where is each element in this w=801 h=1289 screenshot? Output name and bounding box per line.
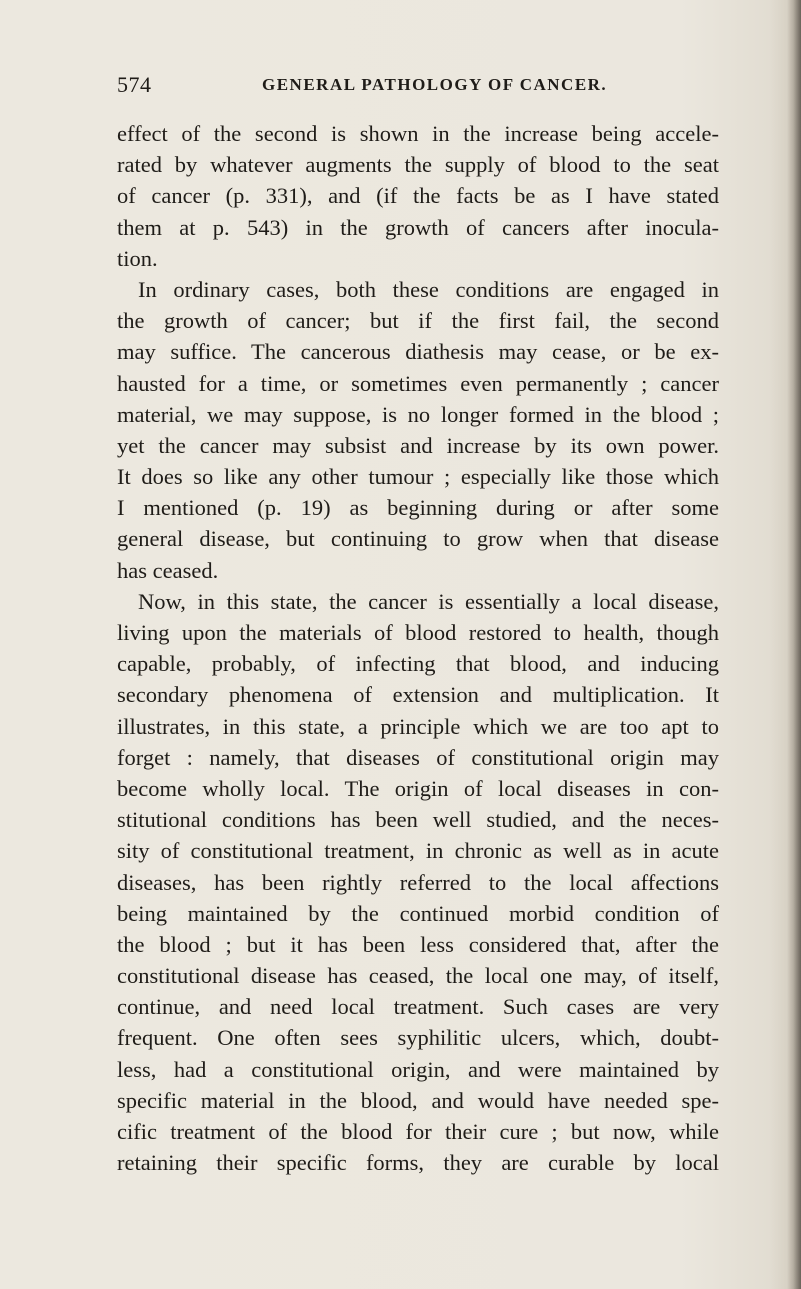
text-line: tion. [117, 245, 158, 271]
text-line: them at p. 543) in the growth of cancers after inocula- [117, 214, 719, 240]
page-edge-shadow [787, 0, 801, 1289]
text-line: cific treatment of the blood for their cure ; but now, while [117, 1119, 719, 1144]
text-line: secondary phenomena of extension and multiplication. It [117, 682, 719, 708]
text-line: forget : namely, that diseases of constitutional origin may [117, 744, 719, 770]
text-line: become wholly local. The origin of local diseases in con- [117, 775, 719, 801]
body-text [117, 118, 719, 1178]
text-line: the growth of cancer; but if the first fail, the second [117, 308, 719, 334]
text-line: the blood ; but it has been less considered that, after the [117, 931, 719, 957]
page-header [117, 72, 717, 102]
text-line: of cancer (p. 331), and (if the facts be as I have stated [117, 183, 719, 209]
text-line: In ordinary cases, both these conditions are engaged in [138, 276, 719, 302]
text-line: capable, probably, of infecting that blood, and inducing [117, 651, 719, 677]
text-line: effect of the second is shown in the increase being accele- [117, 121, 719, 146]
text-line: It does so like any other tumour ; especially like those which [117, 464, 719, 490]
text-line: less, had a constitutional origin, and were maintained by [117, 1056, 719, 1082]
text-line: illustrates, in this state, a principle which we are too apt to [117, 713, 719, 739]
text-line: hausted for a time, or sometimes even permanently ; cancer [117, 370, 719, 396]
text-line: diseases, has been rightly referred to the local affections [117, 869, 719, 895]
text-line: rated by whatever augments the supply of blood to the seat [117, 152, 719, 178]
text-line: Now, in this state, the cancer is essentially a local disease, [138, 588, 719, 614]
text-line: sity of constitutional treatment, in chronic as well as in acute [117, 838, 719, 864]
text-line: constitutional disease has ceased, the local one may, of itself, [117, 963, 719, 989]
text-line: being maintained by the continued morbid condition of [117, 900, 719, 926]
text-line: frequent. One often sees syphilitic ulcers, which, doubt- [117, 1025, 719, 1051]
text-line: retaining their specific forms, they are curable by local [117, 1150, 719, 1176]
text-line: living upon the materials of blood restored to health, though [117, 620, 719, 645]
text-line: I mentioned (p. 19) as beginning during or after some [117, 495, 719, 521]
text-line: yet the cancer may subsist and increase by its own power. [117, 432, 719, 458]
page-number: 574 [117, 72, 152, 97]
text-line: may suffice. The cancerous diathesis may cease, or be ex- [117, 339, 719, 365]
running-head: GENERAL PATHOLOGY OF CANCER. [262, 75, 608, 94]
text-line: general disease, but continuing to grow when that disease [117, 526, 719, 552]
text-line: material, we may suppose, is no longer formed in the blood ; [117, 401, 719, 427]
text-line: continue, and need local treatment. Such cases are very [117, 994, 719, 1020]
text-line: has ceased. [117, 557, 219, 583]
text-line: specific material in the blood, and would have needed spe- [117, 1087, 719, 1113]
text-line: stitutional conditions has been well studied, and the neces- [117, 807, 719, 833]
